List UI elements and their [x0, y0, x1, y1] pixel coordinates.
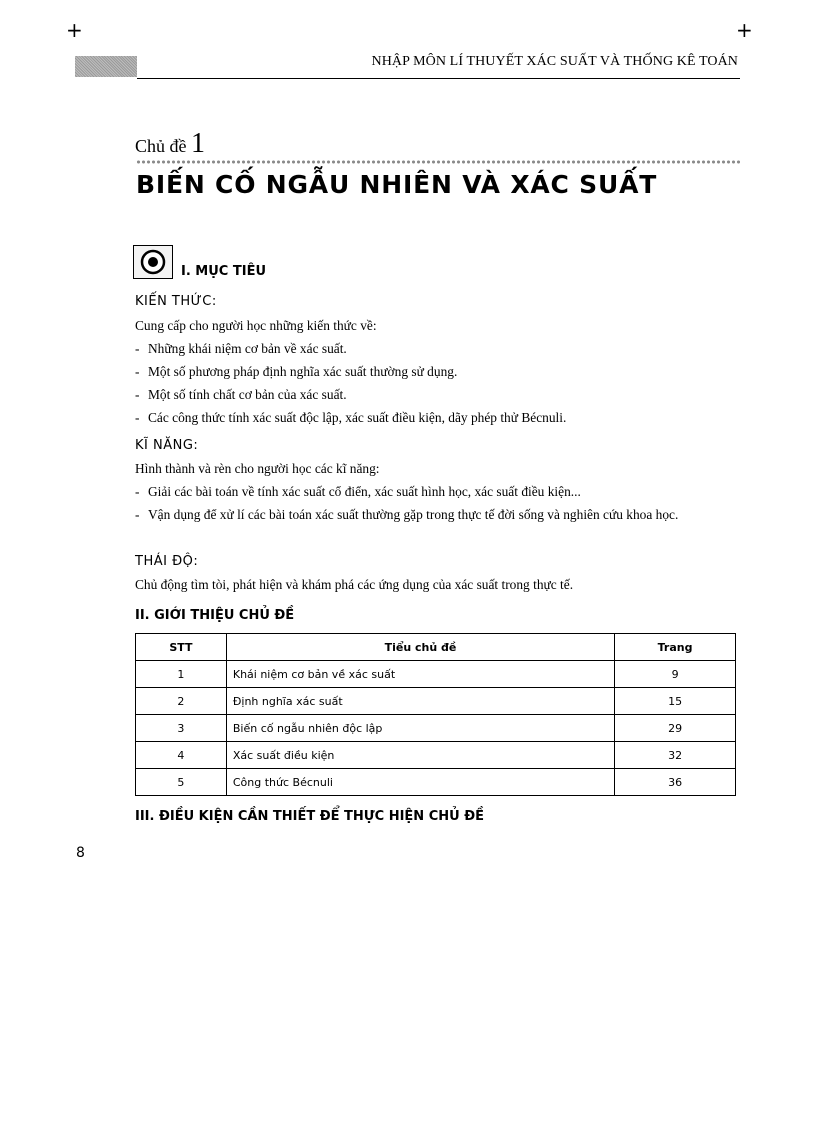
- chapter-title: BIẾN CỐ NGẪU NHIÊN VÀ XÁC SUẤT: [136, 170, 658, 199]
- table-row: [136, 688, 736, 715]
- cell-stt: 5: [136, 769, 227, 796]
- cell-subtopic: Xác suất điều kiện: [226, 742, 614, 769]
- cell-page: 9: [615, 661, 736, 688]
- chapter-label-text: Chủ đề: [135, 136, 187, 156]
- list-item-text: Những khái niệm cơ bản về xác suất.: [148, 341, 347, 356]
- header-rule: [137, 78, 740, 79]
- cell-page: 36: [615, 769, 736, 796]
- crop-mark-right: +: [736, 18, 753, 42]
- section-heading-intro: II. GIỚI THIỆU CHỦ ĐỀ: [135, 608, 295, 623]
- table-row: [136, 661, 736, 688]
- section-heading-requirements: III. ĐIỀU KIỆN CẦN THIẾT ĐỂ THỰC HIỆN CHỦ ĐỀ: [135, 809, 484, 824]
- cell-stt: 3: [136, 715, 227, 742]
- knowledge-intro: Cung cấp cho người học những kiến thức về:: [135, 318, 377, 333]
- column-header-subtopic: Tiểu chủ đề: [226, 634, 614, 661]
- attitude-text: Chủ động tìm tòi, phát hiện và khám phá các ứng dụng của xác suất trong thực tế.: [135, 577, 574, 592]
- cell-page: 15: [615, 688, 736, 715]
- cell-page: 32: [615, 742, 736, 769]
- running-header: NHẬP MÔN LÍ THUYẾT XÁC SUẤT VÀ THỐNG KÊ TOÁN: [371, 54, 738, 69]
- header-pattern-box: [75, 56, 137, 77]
- cell-stt: 4: [136, 742, 227, 769]
- knowledge-title: KIẾN THỨC:: [135, 294, 217, 309]
- target-icon: [133, 245, 173, 279]
- table-row: [136, 769, 736, 796]
- cell-page: 29: [615, 715, 736, 742]
- skills-intro: Hình thành và rèn cho người học các kĩ năng:: [135, 461, 380, 476]
- cell-subtopic: Khái niệm cơ bản về xác suất: [226, 661, 614, 688]
- table-row: [136, 742, 736, 769]
- list-item-text: Một số tính chất cơ bản của xác suất.: [148, 387, 347, 402]
- list-item-text: Một số phương pháp định nghĩa xác suất thường sử dụng.: [148, 364, 458, 379]
- table-header-row: [136, 634, 736, 661]
- cell-stt: 1: [136, 661, 227, 688]
- cell-stt: 2: [136, 688, 227, 715]
- cell-subtopic: Biến cố ngẫu nhiên độc lập: [226, 715, 614, 742]
- list-item-text: Các công thức tính xác suất độc lập, xác suất điều kiện, dãy phép thử Bécnuli.: [148, 410, 567, 425]
- crop-mark-left: +: [66, 18, 83, 42]
- list-item-text: Vận dụng để xử lí các bài toán xác suất thường gặp trong thực tế đời sống và nghiên cứu khoa học.: [148, 507, 679, 522]
- attitude-title: THÁI ĐỘ:: [135, 554, 199, 569]
- table-row: [136, 715, 736, 742]
- dotted-divider: [136, 159, 740, 165]
- section-heading-objectives: I. MỤC TIÊU: [181, 264, 267, 279]
- chapter-label: [135, 128, 205, 160]
- topics-table: [135, 633, 736, 796]
- list-item-text: Giải các bài toán về tính xác suất cổ điển, xác suất hình học, xác suất điều kiện...: [148, 484, 581, 499]
- cell-subtopic: Công thức Bécnuli: [226, 769, 614, 796]
- cell-subtopic: Định nghĩa xác suất: [226, 688, 614, 715]
- column-header-page: Trang: [615, 634, 736, 661]
- column-header-stt: STT: [136, 634, 227, 661]
- skills-title: KĨ NĂNG:: [135, 438, 199, 453]
- chapter-number: 1: [191, 128, 205, 159]
- page-number: 8: [76, 845, 85, 861]
